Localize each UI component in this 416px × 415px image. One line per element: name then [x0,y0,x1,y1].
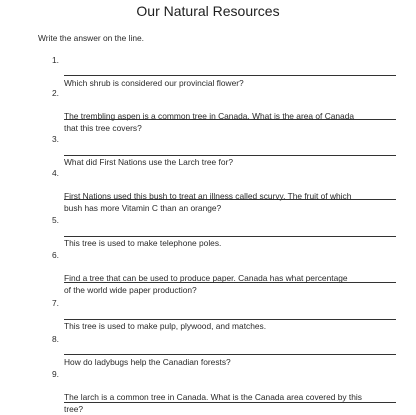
question-text: How do ladybugs help the Canadian forests? [64,357,231,367]
question-number: 5. [52,215,59,225]
question-number: 2. [52,88,59,98]
question-6 [38,250,398,296]
answer-line[interactable] [64,402,396,403]
question-9 [38,369,398,415]
question-text: The larch is a common tree in Canada. What is the Canada area covered by this tree? [64,392,362,414]
question-5 [38,215,398,250]
answer-line[interactable] [64,119,396,120]
question-3 [38,134,398,169]
question-text: This tree is used to make telephone poles. [64,238,222,248]
question-2 [38,88,398,134]
question-number: 8. [52,334,59,344]
question-4 [38,168,398,214]
question-1 [38,55,398,90]
answer-line[interactable] [64,75,396,76]
page-title: Our Natural Resources [136,3,280,19]
answer-line[interactable] [64,199,396,200]
instructions: Write the answer on the line. [38,33,144,43]
question-text: What did First Nations use the Larch tree for? [64,157,233,167]
question-text: First Nations used this bush to treat an illness called scurvy. The fruit of which bush has more Vitamin C than an orange? [64,191,352,213]
question-number: 6. [52,250,59,260]
question-text: This tree is used to make pulp, plywood, and matches. [64,321,267,331]
question-number: 7. [52,298,59,308]
answer-line[interactable] [64,236,396,237]
question-7 [38,298,398,333]
answer-line[interactable] [64,319,396,320]
answer-line[interactable] [64,282,396,283]
answer-line[interactable] [64,354,396,355]
question-text: Find a tree that can be used to produce paper. Canada has what percentage of the world wide paper production? [64,273,348,295]
answer-line[interactable] [64,155,396,156]
question-text: Which shrub is considered our provincial flower? [64,78,244,88]
question-text: The trembling aspen is a common tree in Canada. What is the area of Canada that this tree covers? [64,111,355,133]
question-number: 9. [52,369,59,379]
question-8 [38,334,398,369]
question-number: 3. [52,134,59,144]
question-number: 4. [52,168,59,178]
question-number: 1. [52,55,59,65]
